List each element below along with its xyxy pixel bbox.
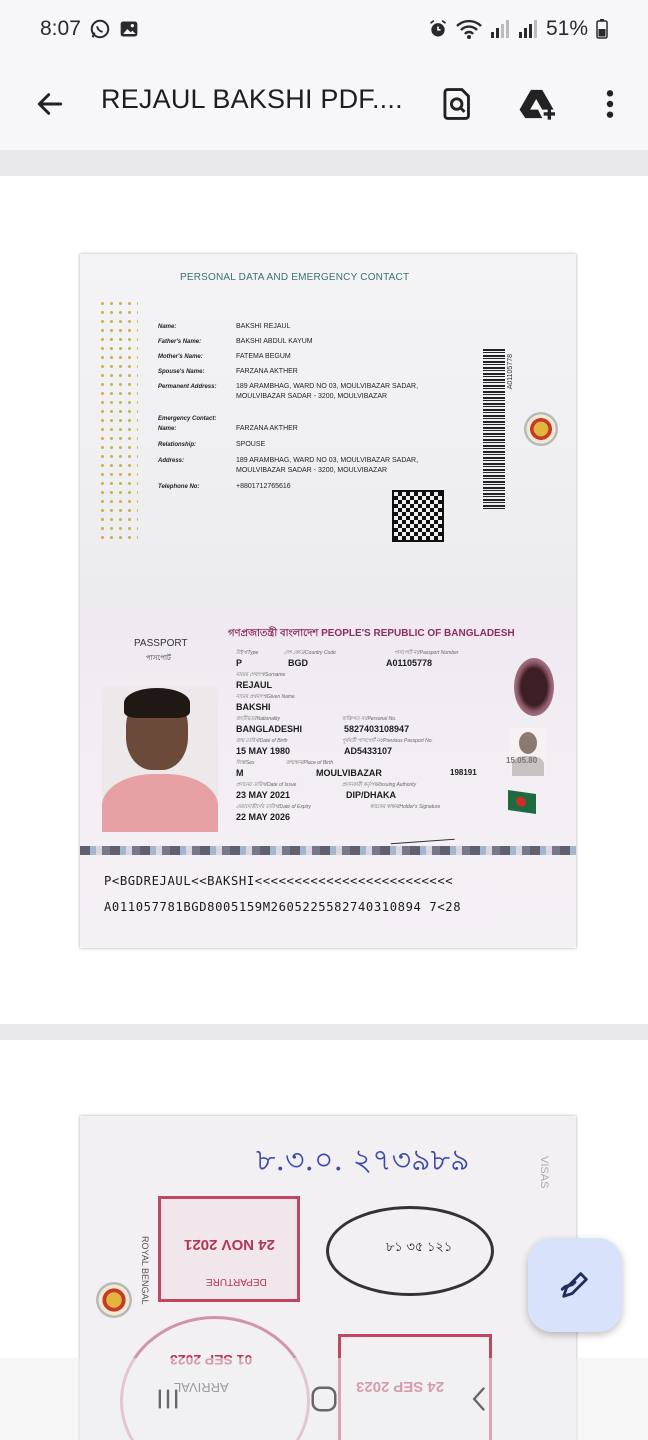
search-in-document-button[interactable]: [434, 80, 482, 128]
personal-data-header: PERSONAL DATA AND EMERGENCY CONTACT: [180, 272, 410, 283]
label-type: টাইপ/Type: [236, 650, 259, 656]
label-sex: লিঙ্গ/Sex: [236, 760, 255, 766]
passport-scan: [80, 254, 576, 948]
value-address-1: 189 ARAMBHAG, WARD NO 03, MOULVIBAZAR SADAR,: [236, 457, 419, 464]
secondary-photo: [510, 728, 546, 776]
value-relationship: SPOUSE: [236, 441, 266, 448]
label-personal-no: ব্যক্তিগত নং/Personal No.: [342, 716, 397, 722]
mrz-line-2: A011057781BGD8005159M2605225582740310894 7<28: [104, 900, 462, 914]
label-given-name: নামের প্রথমাংশ/Given Name: [236, 694, 295, 700]
label-surname: নামের শেষাংশ/Surname: [236, 672, 286, 678]
ghost-date: 15.05.80: [506, 756, 538, 765]
label-prev-passport: পূর্ববর্তী পাসপোর্ট নং/Previous Passport No.: [342, 738, 433, 744]
value-nationality: BANGLADESHI: [236, 724, 303, 734]
label-emergency-name: Name:: [158, 426, 177, 432]
value-passport-number: A01105778: [386, 658, 433, 668]
royal-bengal-text: ROYAL BENGAL: [140, 1236, 150, 1305]
system-nav-bar: [0, 1358, 648, 1440]
value-date-of-issue: 23 MAY 2021: [236, 790, 291, 800]
recent-apps-button[interactable]: [138, 1369, 198, 1429]
alarm-icon: [428, 19, 448, 39]
label-address: Address:: [158, 458, 185, 464]
qr-code: [392, 490, 444, 542]
barcode: [483, 349, 505, 509]
passport-word: PASSPORT: [134, 638, 188, 649]
personal-data-section: [80, 254, 576, 606]
value-permanent-address-2: MOULVIBAZAR SADAR - 3200, MOULVIBAZAR: [236, 393, 388, 400]
entry-stamp-text: ৮১ ৩৫ ১২১: [386, 1239, 453, 1254]
label-mother: Mother's Name:: [158, 354, 203, 360]
label-nationality: জাতীয়তা/Nationality: [236, 716, 280, 722]
signal-icon: [490, 19, 510, 39]
signal-icon: [518, 19, 538, 39]
back-button[interactable]: [30, 84, 70, 124]
value-country-code: BGD: [288, 658, 308, 668]
departure-stamp-date: 24 NOV 2021: [184, 1236, 275, 1253]
value-prev-passport: AD5433107: [344, 746, 393, 756]
value-surname: REJAUL: [236, 680, 273, 690]
perforation-pattern: [98, 299, 138, 539]
home-icon: [309, 1384, 339, 1414]
label-telephone: Telephone No:: [158, 484, 200, 490]
label-emergency-contact: Emergency Contact:: [158, 416, 217, 422]
label-dob: জন্ম তারিখ/Date of Birth: [236, 738, 288, 744]
label-spouse: Spouse's Name:: [158, 369, 205, 375]
value-dob: 15 MAY 1980: [236, 746, 291, 756]
label-name: Name:: [158, 324, 177, 330]
gallery-icon: [119, 19, 139, 39]
value-issuing-authority: DIP/DHAKA: [346, 790, 397, 800]
document-title: REJAUL BAKSHI PDF....: [101, 84, 403, 114]
value-serial: 198191: [450, 768, 477, 777]
label-issuing-authority: প্রদানকারী কর্তৃপক্ষ/Issuing Authority: [342, 782, 417, 788]
value-given-name: BAKSHI: [236, 702, 271, 712]
back-arrow-icon: [34, 88, 66, 120]
value-place-of-birth: MOULVIBAZAR: [316, 768, 382, 778]
handwritten-number: ৮.৩.০. ২৭৩৯৮৯: [256, 1143, 470, 1178]
status-time: 8:07: [40, 17, 81, 40]
holder-signature: [389, 820, 454, 844]
more-options-button[interactable]: [586, 80, 634, 128]
status-right: [428, 17, 608, 41]
passport-word-bangla: পাসপোর্ট: [146, 655, 171, 662]
value-emergency-name: FARZANA AKTHER: [236, 425, 298, 432]
country-name-bangla: গণপ্রজাতন্ত্রী বাংলাদেশ: [228, 628, 319, 639]
label-date-of-issue: প্রদানের তারিখ/Date of Issue: [236, 782, 297, 788]
government-seal-icon: [524, 412, 558, 446]
ghost-portrait: [514, 658, 554, 716]
back-nav-button[interactable]: [450, 1369, 510, 1429]
label-passport-number: পাসপোর্ট নং/Passport Number: [394, 650, 459, 656]
value-address-2: MOULVIBAZAR SADAR - 3200, MOULVIBAZAR: [236, 467, 388, 474]
battery-percent: 51%: [545, 17, 588, 40]
whatsapp-icon: [89, 18, 111, 40]
wifi-icon: [456, 18, 482, 40]
add-to-drive-icon: [518, 87, 558, 121]
barcode-number: A01105778: [507, 354, 514, 390]
holder-photo: [102, 686, 218, 832]
security-stripe: [80, 846, 576, 855]
back-nav-icon: [466, 1385, 494, 1413]
bangladesh-flag-icon: [508, 790, 536, 814]
status-bar: [0, 0, 648, 58]
airline-seal-icon: [96, 1282, 132, 1318]
value-date-of-expiry: 22 MAY 2026: [236, 812, 291, 822]
label-relationship: Relationship:: [158, 442, 197, 448]
label-date-of-expiry: মেয়াদোত্তীর্ণের তারিখ/Date of Expiry: [236, 804, 311, 810]
value-father: BAKSHI ABDUL KAYUM: [236, 338, 313, 345]
value-permanent-address-1: 189 ARAMBHAG, WARD NO 03, MOULVIBAZAR SADAR,: [236, 383, 419, 390]
label-holder-signature: ধারকের স্বাক্ষর/Holder's Signature: [370, 804, 441, 810]
label-country-code: দেশ কোড/Country Code: [284, 650, 336, 656]
search-document-icon: [442, 87, 474, 121]
value-spouse: FARZANA AKTHER: [236, 368, 298, 375]
passport-data-page: [80, 606, 576, 948]
country-name: [228, 626, 515, 643]
country-name-english: PEOPLE'S REPUBLIC OF BANGLADESH: [321, 628, 515, 639]
app-bar: [0, 58, 648, 150]
add-to-drive-button[interactable]: [514, 80, 562, 128]
departure-stamp-label: DEPARTURE: [206, 1276, 267, 1287]
edit-pen-icon: [558, 1268, 592, 1302]
value-mother: FATEMA BEGUM: [236, 353, 291, 360]
pdf-page-1: [0, 176, 648, 1024]
value-type: P: [236, 658, 243, 668]
value-personal-no: 5827403108947: [344, 724, 410, 734]
more-vert-icon: [604, 88, 616, 120]
status-left: [40, 17, 139, 41]
label-father: Father's Name:: [158, 339, 202, 345]
value-name: BAKSHI REJAUL: [236, 323, 291, 330]
annotate-fab-button[interactable]: [528, 1238, 622, 1332]
home-button[interactable]: [294, 1369, 354, 1429]
label-permanent-address: Permanent Address:: [158, 384, 217, 390]
recent-apps-icon: [154, 1385, 182, 1413]
label-place-of-birth: জন্মস্থান/Place of Birth: [286, 760, 334, 766]
mrz-line-1: P<BGDREJAUL<<BAKSHI<<<<<<<<<<<<<<<<<<<<<<<<<: [104, 874, 454, 888]
value-telephone: +8801712765616: [236, 483, 291, 490]
battery-icon: [596, 19, 608, 39]
value-sex: M: [236, 768, 244, 778]
visa-page-tag: VISAS: [538, 1156, 550, 1189]
